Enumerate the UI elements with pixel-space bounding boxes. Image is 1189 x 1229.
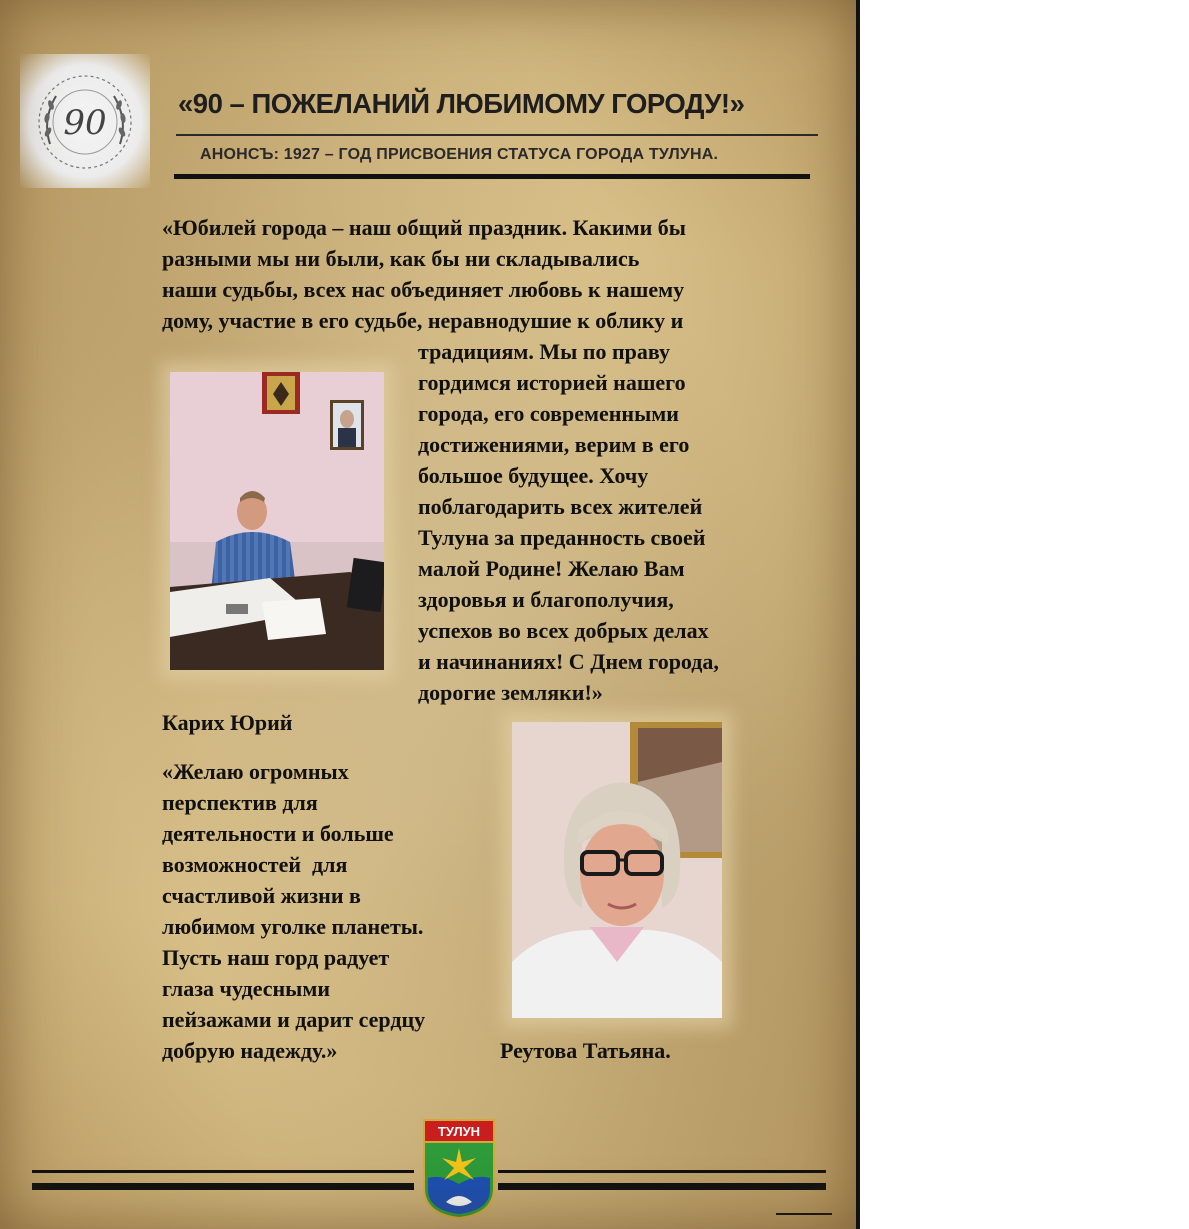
footer-rule [32,1170,414,1173]
greeting1-side-line: малой Родине! Желаю Вам [418,556,685,581]
page-title: «90 – ПОЖЕЛАНИЙ ЛЮБИМОМУ ГОРОДУ!» [178,88,745,119]
tulun-coat-of-arms-icon [422,1118,496,1220]
greeting2-line: перспектив для [162,790,318,815]
page-subtitle: АНОНСЪ: 1927 – ГОД ПРИСВОЕНИЯ СТАТУСА ГОРОДА ТУЛУНА. [200,146,719,163]
greeting2-line: Пусть наш горд радует [162,945,390,970]
author2-name: Реутова Татьяна. [500,1038,671,1063]
greeting1-side-line: большое будущее. Хочу [418,463,649,488]
greeting2-line: счастливой жизни в [162,883,361,908]
greeting1-side-line: Тулуна за преданность своей [418,525,706,550]
subtitle-divider [174,174,810,179]
city-emblem [422,1118,496,1220]
footer-rule [498,1170,826,1173]
greeting1-line: дому, участие в его судьбе, неравнодушие к облику и [162,308,684,333]
footer-rule [498,1183,826,1190]
greeting2-line: глаза чудесными [162,976,331,1001]
greeting1-side-line: гордимся историей нашего [418,370,686,395]
author2-photo [512,722,722,1018]
author1-photo [170,372,384,670]
greeting1-side-line: традициям. Мы по праву [418,339,671,364]
author1-name: Карих Юрий [162,710,293,735]
greeting2-line: возможностей для [162,852,348,877]
svg-text:90: 90 [63,103,107,143]
anniversary-logo [20,54,150,188]
svg-text:ТУЛУН: ТУЛУН [437,1124,481,1139]
footer-rule [776,1213,832,1215]
greeting1-side-line: города, его современными [418,401,679,426]
greeting2-line: деятельности и больше [162,821,394,846]
greeting1-line: разными мы ни были, как бы ни складывались [162,246,640,271]
greeting1-line: наши судьбы, всех нас объединяет любовь к нашему [162,277,685,302]
greeting2-line: «Желаю огромных [162,759,349,784]
greeting1-side-line: успехов во всех добрых делах [418,618,709,643]
greeting1-side-line: здоровья и благополучия, [418,587,674,612]
greeting1-side-line: дорогие земляки!» [418,680,603,705]
greeting1-line: «Юбилей города – наш общий праздник. Какими бы [162,215,686,240]
greeting2-line: добрую надежду.» [162,1038,338,1063]
greeting2-line: любимом уголке планеты. [162,914,424,939]
title-divider [176,134,818,136]
greeting1-side-line: поблагодарить всех жителей [418,494,703,519]
footer-rule [32,1183,414,1190]
greeting1-side-line: достижениями, верим в его [418,432,690,457]
greeting2-line: пейзажами и дарит сердцу [162,1007,426,1032]
laurel-wreath-icon [20,54,150,188]
greeting1-side-line: и начинаниях! С Днем города, [418,649,719,674]
